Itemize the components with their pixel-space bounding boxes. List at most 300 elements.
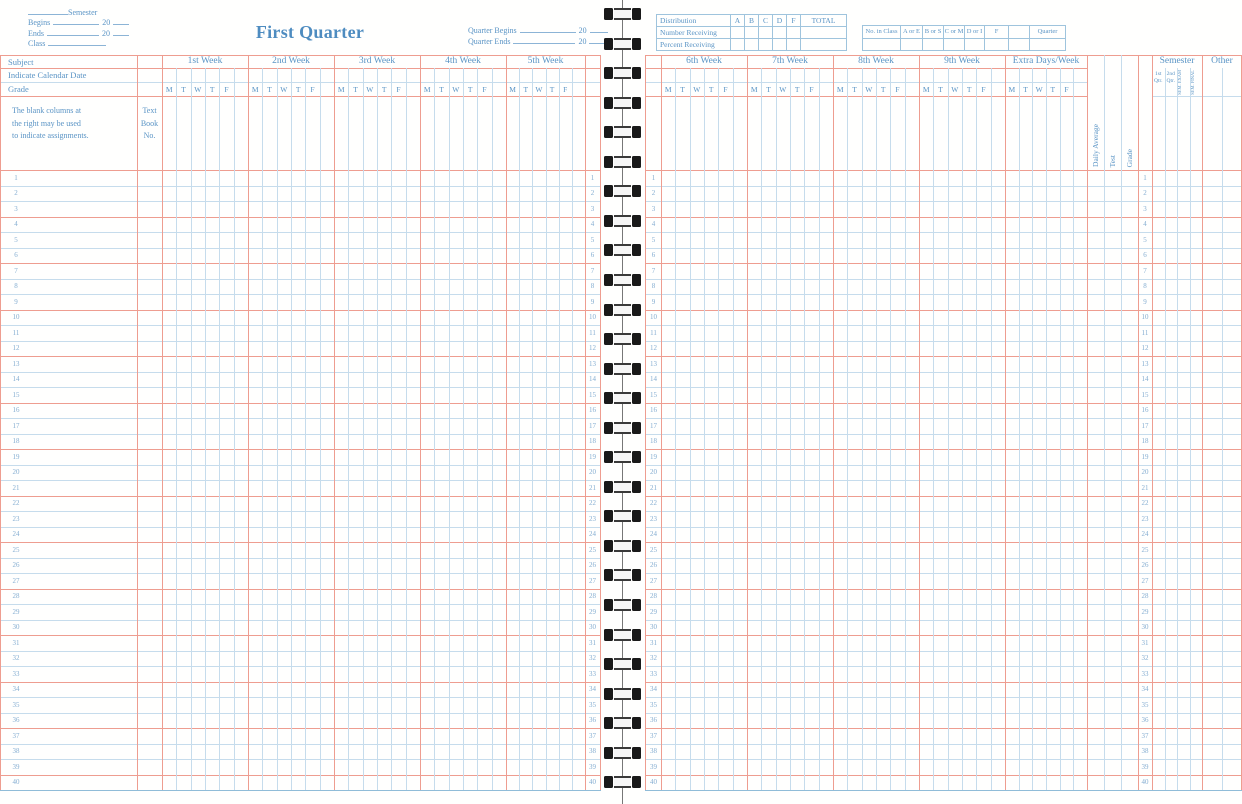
grid-line	[305, 68, 306, 790]
spiral-coil	[604, 688, 641, 700]
grid-line	[0, 201, 601, 202]
row-number: 24	[589, 530, 596, 539]
day-letter: W	[951, 84, 959, 94]
subject-row-label: Subject	[8, 56, 34, 67]
day-letter: T	[880, 84, 886, 94]
grid-line	[0, 96, 601, 97]
grid-line	[1046, 68, 1047, 790]
spiral-coil-end	[632, 392, 641, 404]
grid-line	[1032, 68, 1033, 790]
class-summary-cell	[944, 39, 965, 52]
grid-line	[704, 68, 705, 790]
row-number: 29	[12, 607, 20, 616]
day-letter: T	[680, 84, 685, 94]
row-number: 5	[651, 235, 656, 244]
day-letter: T	[1023, 84, 1028, 94]
year-prefix: 20	[578, 36, 587, 46]
row-number: 27	[1141, 576, 1149, 585]
grid-line	[919, 55, 920, 790]
row-number: 35	[12, 700, 20, 709]
row-number: 37	[650, 731, 657, 740]
row-number: 17	[12, 421, 20, 430]
row-number: 18	[12, 437, 20, 446]
grid-line	[991, 68, 992, 790]
row-number: 1	[590, 173, 595, 182]
grid-line	[0, 527, 601, 528]
distribution-column-header: A	[731, 15, 745, 27]
spiral-coil	[604, 510, 641, 522]
row-number: 2	[651, 189, 656, 198]
grid-line	[933, 68, 934, 790]
blank-line	[113, 18, 129, 25]
distribution-cell	[801, 39, 847, 51]
spiral-coil	[604, 67, 641, 79]
spiral-coil-middle	[614, 451, 631, 463]
class-summary-box	[862, 25, 1066, 51]
spiral-coil	[604, 540, 641, 552]
calendar-date-row-label: Indicate Calendar Date	[8, 69, 87, 80]
grid-line	[0, 666, 601, 667]
class-label: Class	[28, 39, 46, 49]
day-letter: T	[549, 84, 555, 94]
grid-line	[320, 68, 321, 790]
row-number: 28	[589, 592, 596, 601]
day-letter: T	[852, 84, 857, 94]
semester-subcolumn-label	[1152, 71, 1165, 84]
spiral-coil-end	[604, 97, 613, 109]
week-title: 7th Week	[772, 56, 808, 66]
grid-line	[0, 325, 601, 326]
grid-line	[0, 403, 601, 404]
semester-subcolumn-line: SEM. EXAM	[1177, 70, 1182, 95]
spiral-coil	[604, 658, 641, 670]
spiral-coil-middle	[614, 363, 631, 375]
grid-line	[0, 697, 601, 698]
grid-line	[363, 68, 364, 790]
row-number: 22	[589, 499, 596, 508]
spiral-coil	[604, 97, 641, 109]
grid-line	[0, 372, 601, 373]
row-number: 33	[12, 669, 20, 678]
distribution-row-label: Distribution	[657, 15, 731, 27]
spiral-coil-end	[604, 304, 613, 316]
row-number: 15	[589, 390, 596, 399]
day-letter: T	[439, 84, 444, 94]
row-number: 6	[14, 251, 18, 260]
row-number: 23	[589, 514, 596, 523]
distribution-column-header: B	[745, 15, 759, 27]
row-number: 20	[589, 468, 596, 477]
spiral-coil-end	[632, 717, 641, 729]
grid-line	[0, 310, 601, 311]
day-letter: W	[366, 84, 374, 94]
spiral-coil-middle	[614, 510, 631, 522]
row-number: 30	[589, 623, 596, 632]
distribution-cell	[801, 27, 847, 39]
day-letter: W	[535, 84, 543, 94]
row-number: 5	[14, 235, 18, 244]
row-number: 31	[589, 638, 596, 647]
note-line: to indicate assignments.	[12, 131, 89, 141]
day-letter: F	[809, 84, 814, 94]
spiral-coil-end	[604, 8, 613, 20]
ends-field	[28, 29, 129, 39]
grid-line	[0, 341, 601, 342]
spiral-coil	[604, 185, 641, 197]
semester-subcolumn-line: Qtr.	[1166, 77, 1175, 84]
day-letter: T	[295, 84, 301, 94]
page-title: First Quarter	[255, 22, 365, 42]
grid-line	[0, 232, 601, 233]
row-number: 2	[1143, 189, 1147, 198]
row-number: 34	[12, 685, 20, 694]
grid-line	[559, 68, 560, 790]
grid-line	[1005, 55, 1006, 790]
year-prefix: 20	[102, 18, 111, 28]
row-number: 33	[650, 669, 657, 678]
grid-line	[572, 68, 573, 790]
day-letter: F	[310, 84, 315, 94]
row-number: 3	[1143, 204, 1147, 213]
grid-line	[205, 68, 206, 790]
row-number: 21	[650, 483, 657, 492]
row-number: 12	[12, 344, 20, 353]
spiral-coil	[604, 274, 641, 286]
spiral-coil-end	[604, 688, 613, 700]
row-number: 18	[650, 437, 657, 446]
class-summary-cell: B or S	[923, 26, 944, 39]
summary-column-label	[1121, 55, 1138, 167]
grid-line	[876, 68, 877, 790]
spiral-coil-end	[632, 38, 641, 50]
row-number: 3	[651, 204, 656, 213]
row-number: 38	[589, 747, 596, 756]
spiral-coil	[604, 363, 641, 375]
grid-line	[546, 68, 547, 790]
grid-line	[645, 96, 1087, 97]
spiral-coil-end	[632, 599, 641, 611]
row-number: 6	[651, 251, 656, 260]
row-number: 29	[1141, 607, 1149, 616]
spiral-coil-end	[604, 274, 613, 286]
spiral-coil-end	[604, 126, 613, 138]
day-letter: F	[224, 84, 229, 94]
grid-line	[0, 573, 601, 574]
row-number: 11	[12, 328, 20, 337]
grid-line	[0, 68, 601, 69]
grid-line	[675, 68, 676, 790]
spiral-coil-middle	[614, 274, 631, 286]
row-number: 27	[650, 576, 657, 585]
spiral-coil-middle	[614, 126, 631, 138]
grid-line	[219, 68, 220, 790]
row-number: 1	[1143, 173, 1147, 182]
spiral-coil	[604, 422, 641, 434]
grid-line	[1202, 55, 1203, 790]
class-summary-cell	[901, 39, 923, 52]
row-number: 10	[650, 313, 657, 322]
row-number: 39	[650, 762, 657, 771]
grid-line	[0, 263, 601, 264]
row-number: 32	[1141, 654, 1149, 663]
distribution-column-header: F	[787, 15, 801, 27]
row-number: 27	[589, 576, 596, 585]
spiral-coil	[604, 126, 641, 138]
row-number: 15	[1141, 390, 1149, 399]
grid-line	[976, 68, 977, 790]
spiral-coil-end	[604, 569, 613, 581]
distribution-row-label: Percent Receiving	[657, 39, 731, 51]
spiral-coil-end	[632, 540, 641, 552]
class-summary-cell: C or M	[944, 26, 965, 39]
grid-line	[391, 68, 392, 790]
spiral-coil	[604, 215, 641, 227]
day-letter: F	[1064, 84, 1069, 94]
row-number: 25	[12, 545, 20, 554]
day-letter: T	[209, 84, 215, 94]
semester-subcolumn-line: 1st	[1155, 71, 1162, 77]
class-summary-cell: D or I	[965, 26, 985, 39]
grid-line	[137, 55, 138, 790]
spiral-coil	[604, 776, 641, 788]
semester-subcolumn-label	[1177, 69, 1190, 95]
row-number: 40	[589, 778, 596, 787]
day-letter: T	[938, 84, 943, 94]
spiral-coil	[604, 156, 641, 168]
spiral-coil-end	[604, 717, 613, 729]
row-number: 13	[12, 359, 20, 368]
row-number: 14	[12, 375, 20, 384]
row-number: 2	[14, 189, 18, 198]
day-letter: W	[1035, 84, 1043, 94]
grid-line	[733, 68, 734, 790]
spiral-coil-middle	[614, 215, 631, 227]
row-number: 26	[1141, 561, 1149, 570]
quarter-begins-label: Quarter Begins	[468, 26, 517, 35]
summary-column-label-text: Test	[1107, 154, 1117, 167]
grid-line	[645, 68, 1087, 69]
row-number: 31	[1141, 638, 1149, 647]
class-summary-cell: Quarter	[1030, 26, 1066, 39]
spiral-coil-end	[632, 363, 641, 375]
day-letter: F	[895, 84, 900, 94]
distribution-cell	[731, 27, 745, 39]
row-number: 38	[650, 747, 657, 756]
row-number: 4	[1143, 220, 1147, 229]
row-number: 19	[1141, 452, 1149, 461]
grid-line	[0, 542, 601, 543]
spiral-coil-end	[632, 688, 641, 700]
row-number: 18	[589, 437, 596, 446]
grid-line	[776, 68, 777, 790]
row-number: 38	[1141, 747, 1149, 756]
summary-column-label-text: Grade	[1124, 148, 1134, 167]
day-letter: T	[353, 84, 358, 94]
row-number: 25	[650, 545, 657, 554]
grid-line	[176, 68, 177, 790]
day-letter: F	[981, 84, 986, 94]
row-number: 25	[589, 545, 596, 554]
row-number: 9	[651, 297, 656, 306]
grid-line	[0, 651, 601, 652]
spiral-coil-end	[604, 510, 613, 522]
row-number: 17	[1141, 421, 1149, 430]
grid-line	[1190, 68, 1191, 790]
row-number: 1	[651, 173, 656, 182]
grid-line	[0, 279, 601, 280]
spiral-coil	[604, 333, 641, 345]
row-number: 14	[589, 375, 596, 384]
spiral-coil-end	[604, 333, 613, 345]
spiral-coil-middle	[614, 67, 631, 79]
spiral-coil-middle	[614, 658, 631, 670]
day-letter: T	[181, 84, 186, 94]
grid-line	[1060, 68, 1061, 790]
row-number: 30	[12, 623, 20, 632]
row-number: 12	[589, 344, 596, 353]
day-letter: T	[966, 84, 972, 94]
spiral-coil-end	[604, 244, 613, 256]
spiral-coil-end	[632, 747, 641, 759]
spiral-coil-end	[604, 540, 613, 552]
spiral-coil	[604, 481, 641, 493]
grid-line	[463, 68, 464, 790]
day-letter: F	[482, 84, 487, 94]
quarter-ends-label: Quarter Ends	[468, 36, 511, 46]
grid-line	[804, 68, 805, 790]
row-number: 2	[590, 189, 595, 198]
row-number: 8	[14, 282, 18, 291]
spiral-coil-end	[632, 67, 641, 79]
row-number: 29	[589, 607, 596, 616]
spiral-coil-end	[632, 304, 641, 316]
grid-line	[0, 387, 601, 388]
row-number: 31	[650, 638, 657, 647]
row-number: 27	[12, 576, 20, 585]
row-number: 20	[650, 468, 657, 477]
semester-subcolumn-label	[1165, 71, 1178, 84]
blank-line	[47, 29, 99, 36]
spiral-coil-middle	[614, 569, 631, 581]
row-number: 10	[12, 313, 20, 322]
class-summary-cell	[965, 39, 985, 52]
spiral-coil-end	[604, 451, 613, 463]
day-letter: M	[922, 84, 930, 94]
grid-line	[420, 55, 421, 790]
spiral-coil-end	[632, 97, 641, 109]
row-number: 40	[650, 778, 657, 787]
row-number: 20	[1141, 468, 1149, 477]
row-number: 21	[1141, 483, 1149, 492]
day-letter: M	[337, 84, 345, 94]
spiral-coil-middle	[614, 244, 631, 256]
grid-line	[0, 186, 601, 187]
spiral-coil	[604, 599, 641, 611]
day-letter: W	[779, 84, 787, 94]
day-letter: M	[165, 84, 173, 94]
day-letter: T	[1050, 84, 1056, 94]
grid-line	[1019, 68, 1020, 790]
row-number: 34	[589, 685, 596, 694]
note-line: the right may be used	[12, 118, 81, 128]
spiral-coil-middle	[614, 422, 631, 434]
spiral-coil-end	[604, 747, 613, 759]
grid-line	[690, 68, 691, 790]
class-summary-cell	[1030, 39, 1066, 52]
grid-line	[291, 68, 292, 790]
spiral-coil-middle	[614, 333, 631, 345]
row-number: 26	[650, 561, 657, 570]
week-title: 1st Week	[187, 56, 223, 66]
row-number: 6	[590, 251, 595, 260]
year-prefix: 20	[102, 28, 110, 38]
row-number: 7	[1143, 266, 1147, 275]
distribution-cell	[787, 27, 801, 39]
spiral-coil-end	[632, 156, 641, 168]
grid-line	[234, 68, 235, 790]
row-number: 8	[1143, 282, 1147, 291]
row-number: 16	[650, 406, 657, 415]
blank-line	[513, 37, 575, 44]
blank-line	[48, 39, 106, 46]
spiral-coil	[604, 629, 641, 641]
grid-line	[406, 68, 407, 790]
spiral-coil-end	[604, 392, 613, 404]
day-letter: M	[836, 84, 844, 94]
grid-line	[377, 68, 378, 790]
grid-line	[0, 759, 601, 760]
week-title: Extra Days/Week	[1012, 56, 1080, 66]
spiral-coil-end	[632, 629, 641, 641]
day-letter: T	[381, 84, 387, 94]
spiral-coil-end	[632, 215, 641, 227]
semester-subcolumn-line: SEM. FINAL	[1189, 70, 1195, 95]
grid-line	[0, 55, 1, 790]
row-number: 37	[12, 731, 20, 740]
day-letter: W	[280, 84, 288, 94]
row-number: 39	[1141, 762, 1149, 771]
row-number: 40	[12, 778, 20, 787]
row-number: 34	[650, 685, 657, 694]
row-number: 21	[12, 483, 20, 492]
row-number: 14	[1141, 375, 1149, 384]
day-letter: T	[467, 84, 473, 94]
distribution-cell	[759, 27, 773, 39]
row-number: 22	[650, 499, 657, 508]
row-number: 33	[589, 669, 596, 678]
blank-line	[590, 26, 608, 33]
grid-line	[477, 68, 478, 790]
row-number: 40	[1141, 778, 1149, 787]
textbook-line: Text	[142, 106, 157, 115]
distribution-column-header: C	[759, 15, 773, 27]
row-number: 26	[12, 561, 20, 570]
grid-line	[0, 744, 601, 745]
grid-line	[1222, 68, 1223, 790]
grid-line	[0, 356, 601, 357]
spiral-coil-end	[632, 510, 641, 522]
class-summary-cell	[923, 39, 944, 52]
grid-line	[449, 68, 450, 790]
row-number: 7	[651, 266, 656, 275]
grid-line	[506, 55, 507, 790]
row-number: 16	[1141, 406, 1149, 415]
semester-subcolumn-line: Qtr.	[1154, 77, 1163, 84]
summary-column-label-text: Daily Average	[1090, 124, 1100, 167]
class-summary-cell: A or E	[901, 26, 923, 39]
row-number: 7	[590, 266, 595, 275]
day-letter: F	[563, 84, 568, 94]
